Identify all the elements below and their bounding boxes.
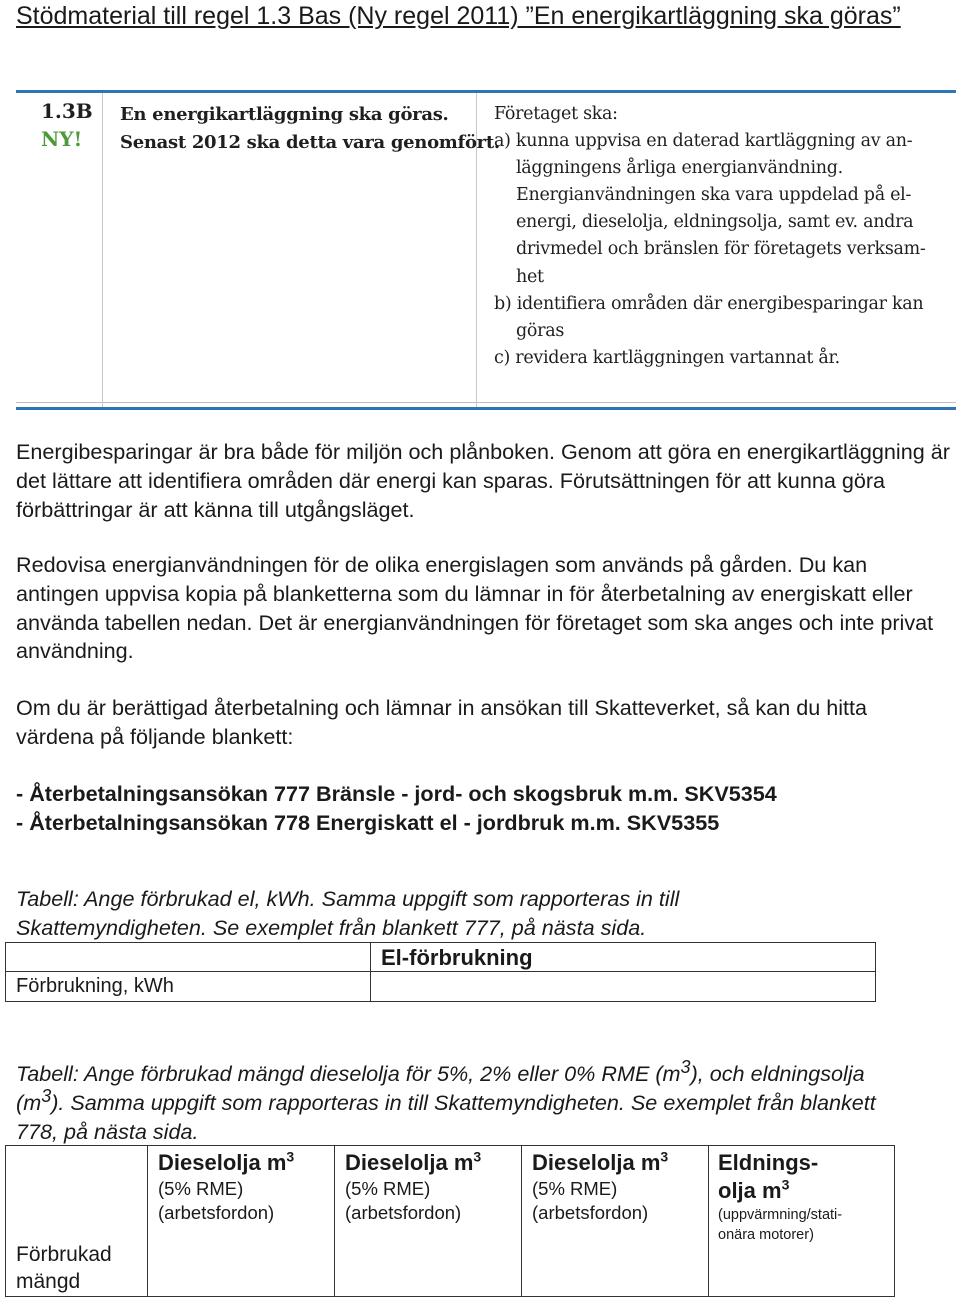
heating-oil-column-header — [718, 1149, 888, 1245]
diesel-column-header — [158, 1149, 294, 1225]
kwh-value-cell[interactable] — [372, 972, 875, 1001]
column-subtitle: (5% RME) — [158, 1178, 244, 1199]
rule-line: göras — [516, 320, 565, 341]
refund-paragraph: Om du är berättigad återbetalning och lämnar in ansökan till Skatteverket, så kan du hitta värdena på följande blankett: — [16, 695, 868, 749]
form-reference: - Återbetalningsansökan 778 Energiskatt el - jordbruk m.m. SKV5355 — [16, 810, 720, 835]
page-title: Stödmaterial till regel 1.3 Bas (Ny regel 2011) ”En energikartläggning ska göras” — [16, 2, 901, 30]
rule-line: energi, dieselolja, eldningsolja, samt ev. andra — [516, 212, 914, 233]
column-note: (uppvärmning/stati- — [718, 1207, 843, 1223]
fuel-table — [5, 1145, 895, 1297]
instruction-paragraph: Redovisa energianvändningen för de olika energislagen som används på gården. Du kan antingen uppvisa kopia på blanketterna som du lämnar in för återbetalning av energiskatt eller använda tabellen nedan. Det är energianvändningen för företaget som ska anges och inte privat användning. — [16, 552, 934, 664]
rule-requirements — [494, 101, 934, 372]
table1-caption: Tabell: Ange förbrukad el, kWh. Samma uppgift som rapporteras in till Skattemyndigheten. Se exemplet från blankett 777, på nästa sida. — [16, 886, 680, 940]
rule-line: Energianvändningen ska vara uppdelad på el- — [516, 185, 912, 206]
rule-heading-line: Senast 2012 ska detta vara genomfört. — [120, 132, 500, 153]
rule-line: c) revidera kartläggningen vartannat år. — [494, 347, 840, 368]
intro-paragraph: Energibesparingar är bra både för miljön och plånboken. Genom att göra en energikartläggning är det lättare att identifiera områden där energi kan sparas. Förutsättningen för att kunna göra förbättringar är att känna till utgångsläget. — [16, 439, 950, 522]
column-subtitle: (arbetsfordon) — [345, 1202, 462, 1223]
column-subtitle: (5% RME) — [532, 1178, 618, 1199]
column-title: Dieselolja m — [158, 1150, 287, 1175]
column-title: Eldnings- — [718, 1150, 819, 1175]
superscript: 3 — [286, 1148, 295, 1165]
diesel-column-header — [532, 1149, 668, 1225]
diesel-column-header — [345, 1149, 481, 1225]
table2-caption — [16, 1056, 916, 1146]
column-subtitle: (5% RME) — [345, 1178, 431, 1199]
rule-line: drivmedel och bränslen för företagets verksam- — [516, 239, 926, 260]
column-subtitle: (arbetsfordon) — [158, 1202, 275, 1223]
superscript: 3 — [660, 1148, 669, 1165]
rule-heading-line: En energikartläggning ska göras. — [120, 104, 449, 125]
row-label — [16, 1241, 112, 1295]
caption-text: ), och eldningsolja (m — [16, 1061, 865, 1115]
row-label: Förbrukning, kWh — [16, 975, 174, 997]
column-header: El-förbrukning — [381, 945, 533, 970]
rule-line: läggningens årliga energianvändning. — [516, 158, 843, 179]
column-subtitle: (arbetsfordon) — [532, 1202, 649, 1223]
new-badge: NY! — [41, 127, 83, 151]
caption-text: Tabell: Ange förbrukad mängd dieselolja för 5%, 2% eller 0% RME (m — [16, 1061, 681, 1086]
column-title: olja m — [718, 1178, 782, 1203]
form-reference: - Återbetalningsansökan 777 Bränsle - jord- och skogsbruk m.m. SKV5354 — [16, 781, 777, 806]
caption-superscript: 3 — [41, 1085, 52, 1106]
superscript: 3 — [473, 1148, 482, 1165]
caption-superscript: 3 — [680, 1056, 691, 1077]
column-title: Dieselolja m — [532, 1150, 661, 1175]
rule-id: 1.3B — [41, 99, 93, 123]
rule-line: a) kunna uppvisa en daterad kartläggning av an- — [494, 131, 913, 152]
rule-heading — [120, 101, 500, 157]
rule-line: het — [516, 266, 544, 287]
rule-intro: Företaget ska: — [494, 104, 618, 124]
superscript: 3 — [781, 1176, 790, 1193]
rule-excerpt — [16, 90, 956, 410]
rule-line: b) identifiera områden där energibesparingar kan — [494, 293, 924, 314]
electricity-table — [5, 942, 876, 1002]
caption-text: ). Samma uppgift som rapporteras in till Skattemyndigheten. Se exemplet från blankett 778, på nästa sida. — [16, 1089, 876, 1144]
column-title: Dieselolja m — [345, 1150, 474, 1175]
row-label-line: mängd — [16, 1270, 81, 1293]
column-note: onära motorer) — [718, 1227, 814, 1243]
row-label-line: Förbrukad — [16, 1243, 112, 1266]
